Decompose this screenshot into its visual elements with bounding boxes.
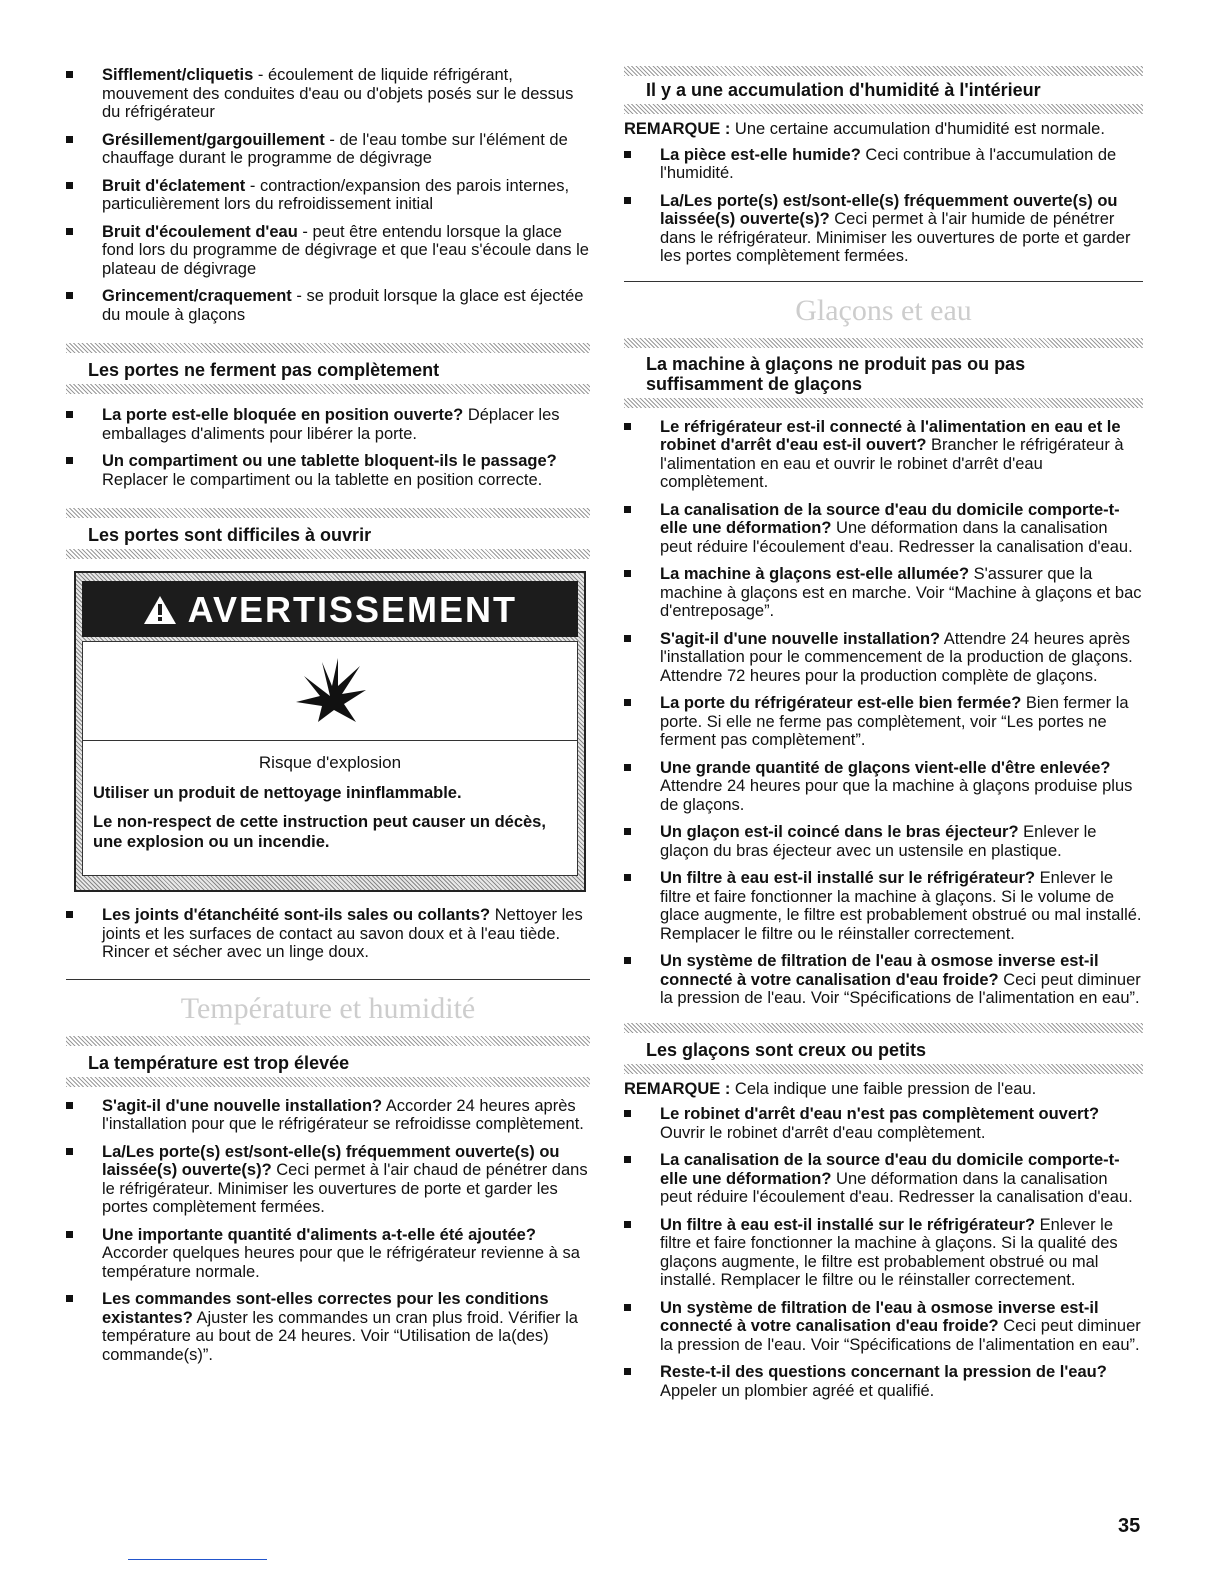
list-item: La canalisation de la source d'eau du domicile comporte-t-elle une déformation? Une déformation dans la canalisation peut réduire l'écoulement d'eau. Redresser la canalisation d'eau. (624, 1151, 1143, 1207)
divider-hatch (66, 384, 590, 394)
section-title-ice: Glaçons et eau (795, 293, 972, 327)
divider-hatch (624, 338, 1143, 348)
list-item: La porte est-elle bloquée en position ouverte? Déplacer les emballages d'aliments pour libérer la porte. (66, 406, 590, 443)
list-item: Le robinet d'arrêt d'eau n'est pas complètement ouvert? Ouvrir le robinet d'arrêt d'eau complètement. (624, 1105, 1143, 1142)
list-item: Grésillement/gargouillement - de l'eau tombe sur l'élément de chauffage durant le programme de dégivrage (66, 131, 590, 168)
warning-triangle-icon (143, 589, 188, 630)
list-item: Sifflement/cliquetis - écoulement de liquide réfrigérant, mouvement des conduites d'eau ou d'objets posés sur le dessus du réfrigérateur (66, 66, 590, 122)
divider-hatch (66, 1077, 590, 1087)
divider-hatch (624, 1064, 1143, 1074)
warning-box (74, 571, 586, 892)
list-item: La porte du réfrigérateur est-elle bien fermée? Bien fermer la porte. Si elle ne ferme pas complètement, voir “Les portes ne ferment pas complètement”. (624, 694, 1143, 750)
list-item: La machine à glaçons est-elle allumée? S'assurer que la machine à glaçons est en marche. Voir “Machine à glaçons et bac d'entreposage”. (624, 565, 1143, 621)
heading-temp-high: La température est trop élevée (88, 1052, 350, 1073)
footer-line (128, 1559, 267, 1560)
list-item: Les joints d'étanchéité sont-ils sales ou collants? Nettoyer les joints et les surfaces de contact au savon doux et à l'eau tiède. Rincer et sécher avec un linge doux. (66, 906, 590, 962)
heading-ice-maker: La machine à glaçons ne produit pas ou pas suffisamment de glaçons (646, 353, 1026, 394)
list-item: Un système de filtration de l'eau à osmose inverse est-il connecté à votre canalisation d'eau froide? Ceci peut diminuer la pression de l'eau. Voir “Spécifications de l'alimentation en eau”. (624, 952, 1143, 1008)
list-item: Un filtre à eau est-il installé sur le réfrigérateur? Enlever le filtre et faire fonctionner la machine à glaçons. Si la qualité des glaçons augmente, le filtre est probablement obstrué ou mal installé. Remplacer le filtre ou le réinstaller correctement. (624, 1216, 1143, 1290)
temp-high-list (66, 1097, 590, 1365)
humidity-note: REMARQUE : Une certaine accumulation d'humidité est normale. (624, 120, 1105, 138)
warning-line-1: Utiliser un produit de nettoyage ininflammable. (93, 784, 462, 802)
list-item: Un filtre à eau est-il installé sur le réfrigérateur? Enlever le filtre et faire fonctionner la machine à glaçons. Si le volume de glace augmente, le filtre est probablement obstrué ou mal installé. Remplacer le filtre ou le réinstaller correctement. (624, 869, 1143, 943)
list-item: Bruit d'écoulement d'eau - peut être entendu lorsque la glace fond lors du programme de dégivrage et que l'eau s'écoule dans le plateau de dégivrage (66, 223, 590, 279)
hollow-note: REMARQUE : Cela indique une faible pression de l'eau. (624, 1079, 1037, 1098)
warning-body (82, 741, 578, 876)
list-item: Un système de filtration de l'eau à osmose inverse est-il connecté à votre canalisation d'eau froide? Ceci peut diminuer la pression de l'eau. Voir “Spécifications de l'alimentation en eau”. (624, 1299, 1143, 1355)
divider-hatch (624, 398, 1143, 408)
right-column (624, 66, 1143, 1409)
list-item: S'agit-il d'une nouvelle installation? Attendre 24 heures après l'installation pour le commencement de la production de glaçons. Attendre 72 heures pour la production complète de glaçons. (624, 630, 1143, 686)
humidity-list (624, 146, 1143, 266)
divider-hatch (624, 66, 1143, 76)
section-title-temperature: Température et humidité (180, 991, 476, 1025)
list-item: Une grande quantité de glaçons vient-elle d'être enlevée? Attendre 24 heures pour que la machine à glaçons produise plus de glaçons. (624, 759, 1143, 815)
list-item: La/Les porte(s) est/sont-elle(s) fréquemment ouverte(s) ou laissée(s) ouverte(s)? Ceci permet à l'air humide de pénétrer dans le réfrigérateur. Minimiser les ouvertures de porte et garder les portes complètement fermées. (624, 192, 1143, 266)
list-item: La canalisation de la source d'eau du domicile comporte-t-elle une déformation? Une déformation dans la canalisation peut réduire l'écoulement d'eau. Redresser la canalisation d'eau. (624, 501, 1143, 557)
list-item: La/Les porte(s) est/sont-elle(s) fréquemment ouverte(s) ou laissée(s) ouverte(s)? Ceci permet à l'air chaud de pénétrer dans le réfrigérateur. Minimiser les ouvertures de porte et garder les portes complètement fermées. (66, 1143, 590, 1217)
page-number: 35 (1118, 1515, 1141, 1537)
divider-hatch (66, 343, 590, 353)
divider-hatch (66, 508, 590, 518)
hollow-list (624, 1105, 1143, 1400)
list-item: Un glaçon est-il coincé dans le bras éjecteur? Enlever le glaçon du bras éjecteur avec un ustensile en plastique. (624, 823, 1143, 860)
list-item: La pièce est-elle humide? Ceci contribue à l'accumulation de l'humidité. (624, 146, 1143, 183)
list-item: Le réfrigérateur est-il connecté à l'alimentation en eau et le robinet d'arrêt d'eau est-il ouvert? Brancher le réfrigérateur à l'alimentation en eau et ouvrir le robinet d'arrêt d'eau complètement. (624, 418, 1143, 492)
doors-not-closing-list (66, 406, 590, 489)
left-column (66, 66, 590, 1373)
list-item: Grincement/craquement - se produit lorsque la glace est éjectée du moule à glaçons (66, 287, 590, 324)
explosion-icon (82, 641, 578, 741)
list-item: Les commandes sont-elles correctes pour les conditions existantes? Ajuster les commandes un cran plus froid. Vérifier la température au bout de 24 heures. Voir “Utilisation de la(des) commande(s)”. (66, 1290, 590, 1364)
warning-title: AVERTISSEMENT (82, 581, 578, 637)
divider-hatch (624, 1023, 1143, 1033)
warning-hazard: Risque d'explosion (258, 753, 402, 772)
list-item: Bruit d'éclatement - contraction/expansion des parois internes, particulièrement lors du refroidissement initial (66, 177, 590, 214)
warning-line-2: Le non-respect de cette instruction peut causer un décès, une explosion ou un incendie. (93, 813, 546, 851)
heading-hollow: Les glaçons sont creux ou petits (646, 1039, 927, 1060)
list-item: Une importante quantité d'aliments a-t-elle été ajoutée? Accorder quelques heures pour que le réfrigérateur revienne à sa température normale. (66, 1226, 590, 1282)
noise-list (66, 66, 590, 324)
list-item: S'agit-il d'une nouvelle installation? Accorder 24 heures après l'installation pour que le réfrigérateur se refroidisse complètement. (66, 1097, 590, 1134)
ice-maker-list (624, 418, 1143, 1008)
heading-doors-not-closing: Les portes ne ferment pas complètement (88, 360, 440, 380)
heading-humidity: Il y a une accumulation d'humidité à l'intérieur (646, 80, 1041, 100)
list-item: Un compartiment ou une tablette bloquent-ils le passage? Replacer le compartiment ou la tablette en position correcte. (66, 452, 590, 489)
divider-hatch (624, 104, 1143, 114)
divider-hatch (66, 1036, 590, 1046)
gasket-list (66, 906, 590, 962)
divider-hatch (66, 549, 590, 559)
heading-doors-hard: Les portes sont difficiles à ouvrir (88, 525, 372, 545)
list-item: Reste-t-il des questions concernant la pression de l'eau? Appeler un plombier agréé et qualifié. (624, 1363, 1143, 1400)
